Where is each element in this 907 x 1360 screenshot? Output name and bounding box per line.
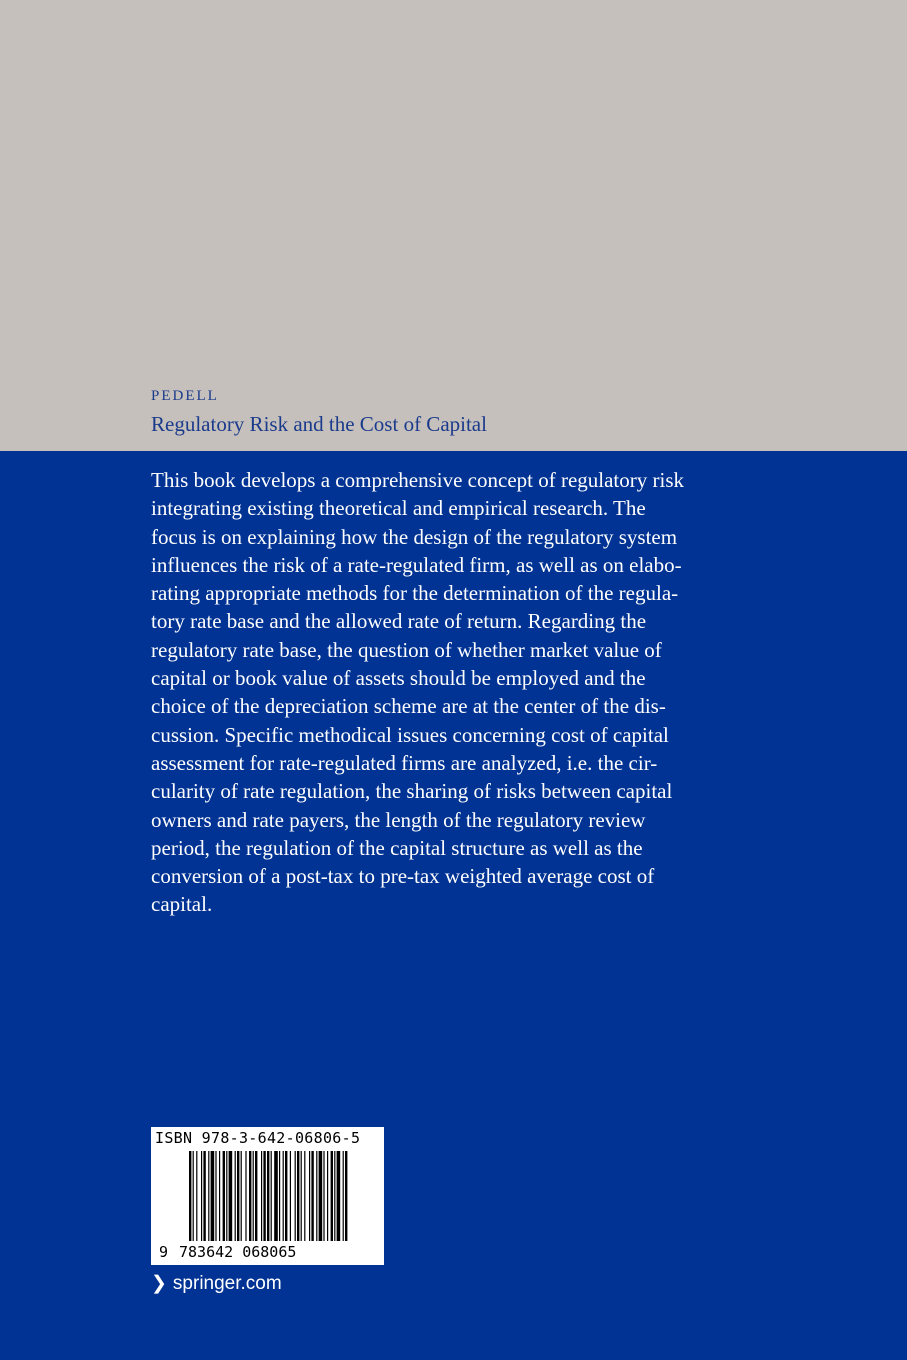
barcode-bars xyxy=(189,1151,349,1245)
blurb-line: influences the risk of a rate-regulated firm, as well as on elabo- xyxy=(151,552,682,577)
blurb-line: rating appropriate methods for the determination of the regula- xyxy=(151,581,679,606)
blurb-line: assessment for rate-regulated firms are analyzed, i.e. the cir- xyxy=(151,750,658,775)
blurb-line: cussion. Specific methodical issues concerning cost of capital xyxy=(151,722,669,747)
publisher-website[interactable] xyxy=(151,1272,282,1295)
blurb-line: integrating existing theoretical and empirical research. The xyxy=(151,496,646,521)
barcode-digits: 783642 068065 xyxy=(179,1243,297,1261)
blurb-line: regulatory rate base, the question of whether market value of xyxy=(151,637,662,662)
blurb-line: capital. xyxy=(151,892,213,917)
top-band xyxy=(0,0,907,451)
blurb-line: period, the regulation of the capital structure as well as the xyxy=(151,835,643,860)
blurb-line: cularity of rate regulation, the sharing of risks between capital xyxy=(151,779,673,804)
author-name: PEDELL xyxy=(151,388,219,404)
blurb-line: tory rate base and the allowed rate of return. Regarding the xyxy=(151,609,647,634)
blurb-line: conversion of a post-tax to pre-tax weighted average cost of xyxy=(151,864,655,889)
barcode-lead-digit: 9 xyxy=(159,1243,169,1261)
isbn-label: ISBN 978-3-642-06806-5 xyxy=(155,1129,361,1147)
blurb-line: This book develops a comprehensive concept of regulatory risk xyxy=(151,468,685,492)
blurb-line: capital or book value of assets should be employed and the xyxy=(151,666,646,691)
blurb-line: owners and rate payers, the length of the regulatory review xyxy=(151,807,646,832)
blurb-line: choice of the depreciation scheme are at the center of the dis- xyxy=(151,694,666,719)
book-description xyxy=(151,466,721,919)
book-title: Regulatory Risk and the Cost of Capital xyxy=(151,412,487,436)
chevron-right-icon: ❯ xyxy=(151,1273,167,1294)
isbn-barcode xyxy=(151,1127,384,1265)
website-label: springer.com xyxy=(172,1273,282,1294)
blurb-line: focus is on explaining how the design of the regulatory system xyxy=(151,524,678,549)
